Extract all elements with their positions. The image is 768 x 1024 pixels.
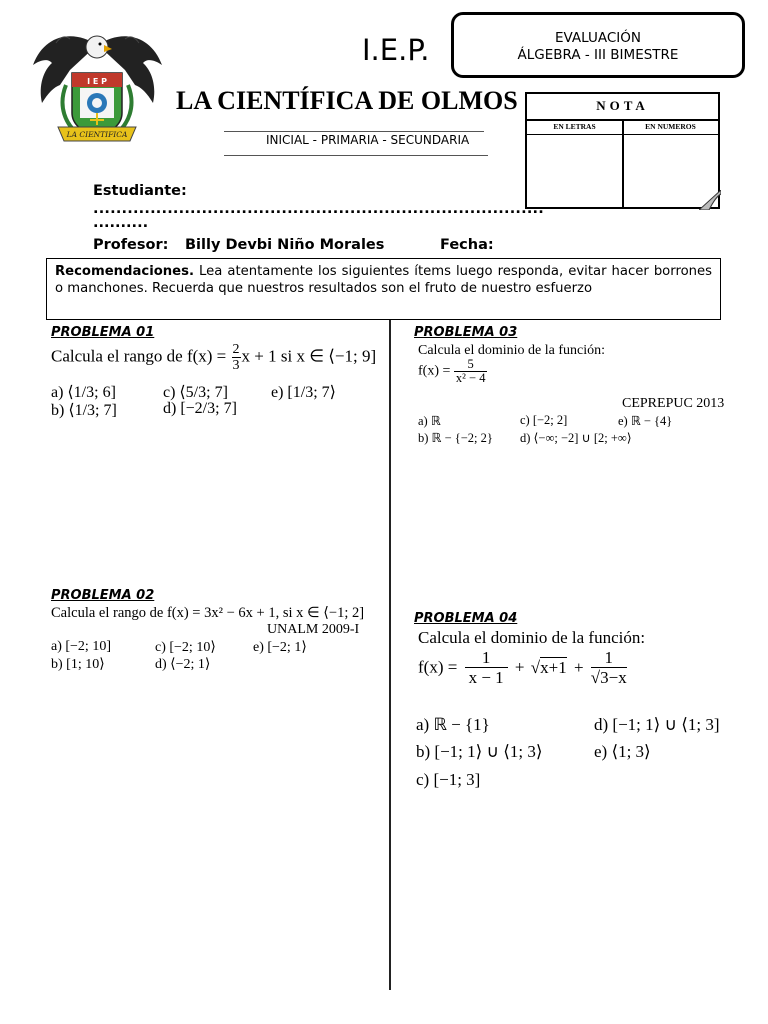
problem-01-text: Calcula el rango de f(x) = bbox=[51, 346, 227, 366]
problem-03-frac-den: x² − 4 bbox=[455, 371, 486, 385]
problem-03-option-e: e) ℝ − {4} bbox=[618, 414, 673, 428]
problem-02-option-b: b) [1; 10⟩ bbox=[51, 657, 105, 672]
problem-01-title: PROBLEMA 01 bbox=[51, 325, 155, 340]
problem-01-option-e: e) [1/3; 7⟩ bbox=[271, 384, 336, 401]
problem-04-sqrt-sign: √ bbox=[530, 657, 541, 677]
problem-02-title: PROBLEMA 02 bbox=[51, 588, 155, 603]
professor-label: Profesor: bbox=[93, 237, 169, 253]
grade-box-divider bbox=[622, 121, 624, 207]
recommendations-text: Lea atentamente los siguientes ítems luego responda, evitar hacer borrones o manchones. Recuerda que nuestros resultados son el fruto de nuestro esfuerzo bbox=[55, 264, 712, 296]
evaluation-subject: ÁLGEBRA - III BIMESTRE bbox=[517, 47, 679, 63]
problem-04-plus-2: + bbox=[573, 657, 584, 677]
logo-letters: I E P bbox=[87, 77, 107, 86]
school-name: LA CIENTÍFICA DE OLMOS bbox=[176, 86, 518, 115]
problem-03-title: PROBLEMA 03 bbox=[414, 325, 518, 340]
problem-01-tail: x + 1 si x ∈ ⟨−1; 9] bbox=[241, 346, 377, 366]
problem-04-plus-1: + bbox=[514, 657, 525, 677]
page-curl-icon bbox=[699, 190, 721, 210]
school-logo bbox=[30, 25, 165, 150]
grade-box bbox=[525, 92, 720, 209]
problem-04-option-e: e) ⟨1; 3⟩ bbox=[594, 742, 651, 761]
logo-text: LA CIENTIFICA bbox=[66, 130, 128, 139]
recommendations-box bbox=[46, 258, 721, 320]
recommendations-label: Recomendaciones. bbox=[55, 264, 194, 279]
problem-04-sqrt-sign-2: √ bbox=[590, 668, 601, 687]
problem-01-frac-num: 2 bbox=[232, 342, 240, 357]
date-label: Fecha: bbox=[440, 237, 494, 253]
problem-03-statement: Calcula el dominio de la función: bbox=[418, 343, 606, 358]
problem-03-function bbox=[418, 358, 487, 385]
problem-03-option-c: c) [−2; 2] bbox=[520, 413, 568, 427]
problem-03-option-d: d) ⟨−∞; −2] ∪ [2; +∞⟩ bbox=[520, 431, 632, 445]
problem-04-sqrt1: x+1 bbox=[540, 657, 567, 677]
problem-01-frac-den: 3 bbox=[232, 358, 240, 373]
evaluation-box bbox=[451, 12, 745, 78]
problem-02-option-e: e) [−2; 1⟩ bbox=[253, 640, 307, 655]
header-rule-bottom bbox=[224, 155, 488, 156]
problem-01-option-a: a) ⟨1/3; 6] bbox=[51, 384, 116, 401]
problem-03-fx: f(x) = bbox=[418, 363, 451, 379]
grade-box-title: NOTA bbox=[527, 94, 718, 121]
problem-02-statement: Calcula el rango de f(x) = 3x² − 6x + 1, si x ∈ ⟨−1; 2] bbox=[51, 605, 365, 621]
problem-03-source: CEPREPUC 2013 bbox=[622, 396, 725, 411]
problem-03-frac-num: 5 bbox=[454, 358, 488, 372]
evaluation-title: EVALUACIÓN bbox=[555, 30, 641, 46]
problem-03-option-a: a) ℝ bbox=[418, 414, 441, 428]
header-rule-top bbox=[224, 131, 484, 132]
education-levels: INICIAL - PRIMARIA - SECUNDARIA bbox=[266, 133, 470, 147]
grade-in-letters-label: EN LETRAS bbox=[553, 122, 596, 131]
problem-04-function bbox=[418, 648, 627, 692]
problem-04-option-d: d) [−1; 1⟩ ∪ ⟨1; 3] bbox=[594, 715, 720, 734]
problem-04-statement: Calcula el dominio de la función: bbox=[418, 628, 646, 647]
problem-04-frac1-den: x − 1 bbox=[468, 668, 504, 687]
problem-01-option-b: b) ⟨1/3; 7] bbox=[51, 402, 117, 419]
problem-04-title: PROBLEMA 04 bbox=[414, 611, 518, 626]
institution-prefix: I.E.P. bbox=[362, 33, 430, 67]
problem-04-frac1-num: 1 bbox=[465, 648, 508, 668]
problem-04-frac2-num: 1 bbox=[591, 648, 627, 668]
student-label: Estudiante: bbox=[93, 183, 187, 199]
problem-01-option-c: c) ⟨5/3; 7] bbox=[163, 384, 228, 401]
grade-in-numbers-label: EN NUMEROS bbox=[645, 122, 696, 131]
problem-02-option-c: c) [−2; 10⟩ bbox=[155, 640, 216, 655]
student-name-field-cont[interactable]: .......... bbox=[93, 215, 149, 231]
problem-02-option-a: a) [−2; 10] bbox=[51, 639, 111, 654]
problem-02-source: UNALM 2009-I bbox=[267, 622, 360, 637]
problem-04-fx: f(x) = bbox=[418, 657, 458, 677]
problem-04-frac2-den: 3−x bbox=[600, 668, 627, 687]
problem-03-option-b: b) ℝ − {−2; 2} bbox=[418, 431, 493, 445]
problem-04-option-c: c) [−1; 3] bbox=[416, 770, 481, 789]
student-name-field[interactable]: ............................................................................... bbox=[93, 201, 544, 217]
problem-04-option-a: a) ℝ − {1} bbox=[416, 715, 490, 734]
problem-01-statement bbox=[51, 342, 376, 373]
problem-02-option-d: d) ⟨−2; 1⟩ bbox=[155, 657, 211, 672]
problem-04-option-b: b) [−1; 1⟩ ∪ ⟨1; 3⟩ bbox=[416, 742, 543, 761]
problem-01-option-d: d) [−2/3; 7] bbox=[163, 400, 237, 417]
professor-name: Billy Devbi Niño Morales bbox=[185, 237, 385, 253]
column-divider bbox=[389, 320, 391, 990]
